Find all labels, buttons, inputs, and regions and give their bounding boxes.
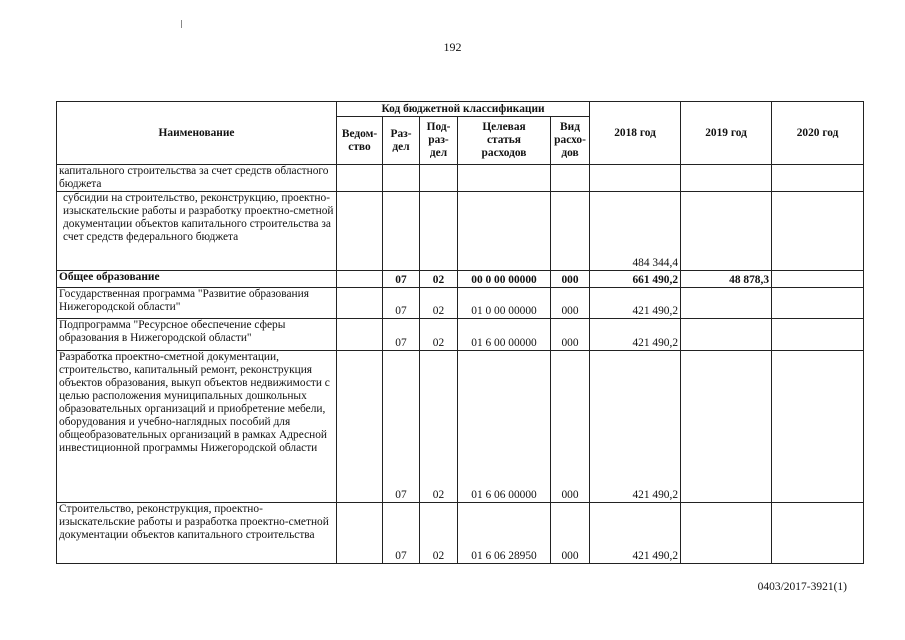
row-name: Строительство, реконструкция, проектно-изыскательские работы и разработка проектно-сметной документации объектов капитального строительства: [57, 503, 337, 564]
table-row: [57, 503, 864, 564]
row-razdel: 07: [383, 319, 420, 351]
row-2020: [772, 192, 864, 271]
header-vid-rashodov: Вид расхо- дов: [551, 117, 590, 165]
row-2020: [772, 319, 864, 351]
row-2019: [681, 351, 772, 503]
table-row: [57, 271, 864, 288]
row-vedomstvo: [337, 319, 383, 351]
row-2020: [772, 351, 864, 503]
row-vedomstvo: [337, 288, 383, 319]
row-2018: 421 490,2: [590, 503, 681, 564]
row-name: капитального строительства за счет средств областного бюджета: [57, 165, 337, 192]
row-vedomstvo: [337, 503, 383, 564]
row-2019: 48 878,3: [681, 271, 772, 288]
row-name: Государственная программа "Развитие образования Нижегородской области": [57, 288, 337, 319]
row-podrazdel: [420, 165, 458, 192]
row-name: субсидии на строительство, реконструкцию, проектно-изыскательские работы и разработку проектно-сметной документации объектов капитального строительства за счет средств федерального бюджета: [57, 192, 337, 271]
row-2018: 421 490,2: [590, 351, 681, 503]
document-code: 0403/2017-3921(1): [757, 581, 847, 593]
row-2018: [590, 165, 681, 192]
row-celevaya-statya: 01 0 00 00000: [458, 288, 551, 319]
row-2018: 661 490,2: [590, 271, 681, 288]
row-2020: [772, 503, 864, 564]
row-name: Общее образование: [57, 271, 337, 288]
row-vid-rashodov: [551, 192, 590, 271]
row-2020: [772, 288, 864, 319]
row-2019: [681, 165, 772, 192]
scan-tick-mark: [181, 20, 182, 28]
row-razdel: [383, 192, 420, 271]
row-vedomstvo: [337, 271, 383, 288]
row-podrazdel: 02: [420, 351, 458, 503]
header-name: Наименование: [57, 102, 337, 165]
row-name: Подпрограмма "Ресурсное обеспечение сферы образования в Нижегородской области": [57, 319, 337, 351]
row-razdel: 07: [383, 271, 420, 288]
row-celevaya-statya: [458, 165, 551, 192]
row-vid-rashodov: 000: [551, 351, 590, 503]
row-podrazdel: 02: [420, 319, 458, 351]
row-vid-rashodov: 000: [551, 288, 590, 319]
row-2019: [681, 503, 772, 564]
row-razdel: 07: [383, 288, 420, 319]
row-vedomstvo: [337, 351, 383, 503]
row-celevaya-statya: 01 6 06 28950: [458, 503, 551, 564]
row-vid-rashodov: 000: [551, 319, 590, 351]
row-2020: [772, 271, 864, 288]
row-razdel: [383, 165, 420, 192]
row-2019: [681, 288, 772, 319]
row-vid-rashodov: 000: [551, 503, 590, 564]
row-2019: [681, 319, 772, 351]
table-row: [57, 192, 864, 271]
header-year-2018: 2018 год: [590, 102, 681, 165]
header-year-2020: 2020 год: [772, 102, 864, 165]
row-podrazdel: 02: [420, 503, 458, 564]
row-2018: 421 490,2: [590, 319, 681, 351]
header-budget-code-group: Код бюджетной классификации: [337, 102, 590, 117]
row-podrazdel: [420, 192, 458, 271]
row-podrazdel: 02: [420, 288, 458, 319]
row-2018: 484 344,4: [590, 192, 681, 271]
header-vedomstvo: Ведом- ство: [337, 117, 383, 165]
row-name: Разработка проектно-сметной документации, строительство, капитальный ремонт, реконструкция объектов образования, выкуп объектов недвижимости с целью расположения муниципальных дошкольных образовательных организаций и приобретение мебели, оборудования и учебно-наглядных пособий для общеобразовательных организаций в рамках Адресной инвестиционной программы Нижегородской области: [57, 351, 337, 503]
row-vid-rashodov: [551, 165, 590, 192]
row-razdel: 07: [383, 351, 420, 503]
row-celevaya-statya: 00 0 00 00000: [458, 271, 551, 288]
row-razdel: 07: [383, 503, 420, 564]
row-celevaya-statya: [458, 192, 551, 271]
header-celevaya-statya: Целевая статья расходов: [458, 117, 551, 165]
table-row: [57, 288, 864, 319]
table-row: [57, 165, 864, 192]
row-podrazdel: 02: [420, 271, 458, 288]
header-year-2019: 2019 год: [681, 102, 772, 165]
row-vedomstvo: [337, 192, 383, 271]
header-razdel: Раз- дел: [383, 117, 420, 165]
row-vid-rashodov: 000: [551, 271, 590, 288]
budget-table: [56, 101, 864, 564]
row-2020: [772, 165, 864, 192]
header-podrazdel: Под- раз- дел: [420, 117, 458, 165]
row-celevaya-statya: 01 6 00 00000: [458, 319, 551, 351]
table-row: [57, 351, 864, 503]
page-number: 192: [443, 40, 462, 54]
row-2019: [681, 192, 772, 271]
row-vedomstvo: [337, 165, 383, 192]
table-row: [57, 319, 864, 351]
row-celevaya-statya: 01 6 06 00000: [458, 351, 551, 503]
row-2018: 421 490,2: [590, 288, 681, 319]
